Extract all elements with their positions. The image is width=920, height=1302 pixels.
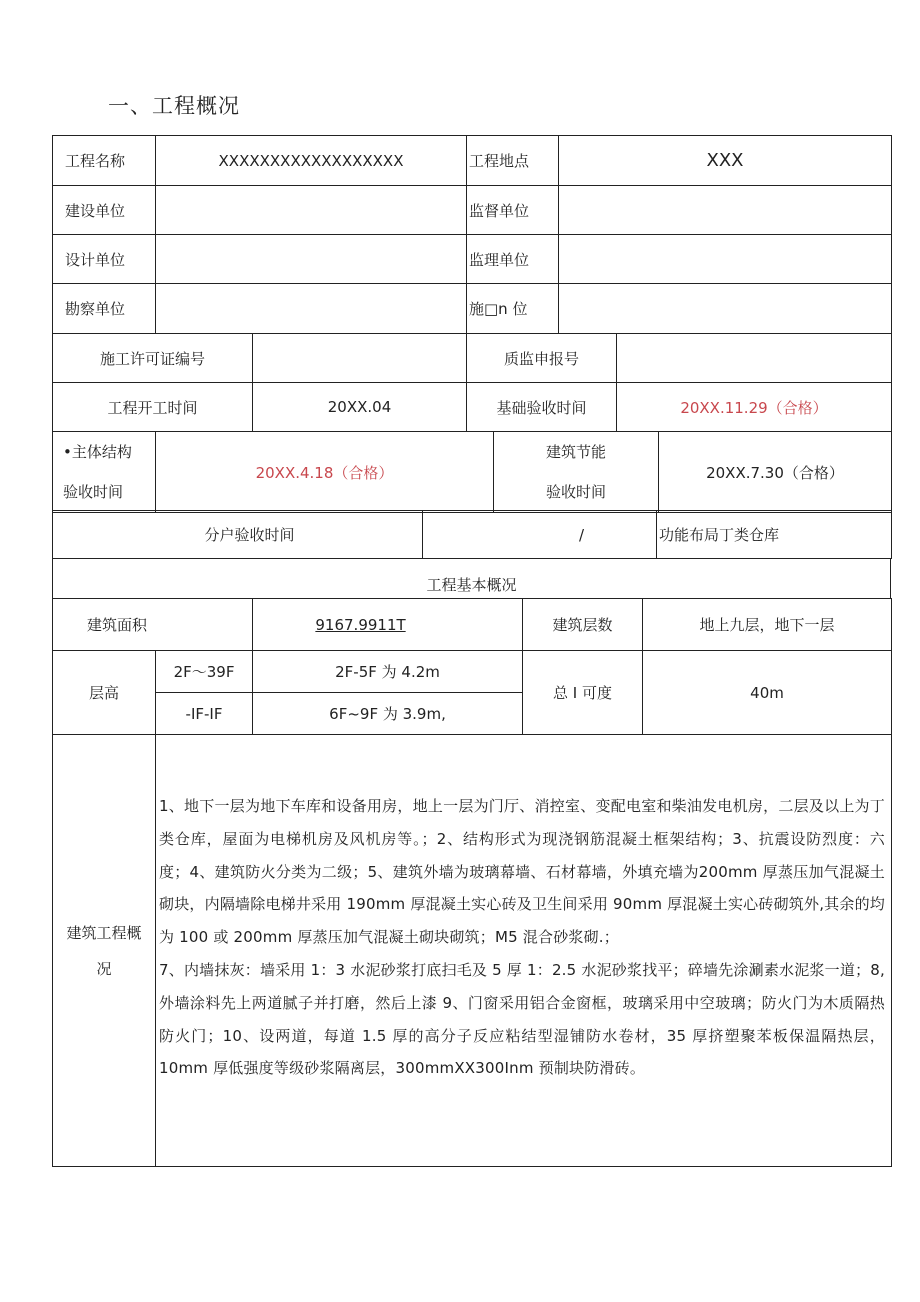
total-height-value: 40m: [643, 651, 892, 735]
floor-height-label: 层高: [53, 651, 156, 735]
project-name-label: 工程名称: [53, 136, 156, 186]
floor-range-1-value: 2F-5F 为 4.2m: [253, 651, 523, 693]
household-table: [52, 510, 892, 559]
start-time-label: 工程开工时间: [53, 383, 253, 432]
main-structure-value: 20XX.4.18（合格）: [156, 432, 494, 513]
foundation-time-label: 基础验收时间: [467, 383, 617, 432]
construction-unit-value: [156, 186, 467, 235]
energy-label-line2: 验收时间: [545, 483, 606, 501]
permit-number-label: 施工许可证编号: [53, 334, 253, 383]
builder-unit-label: 施□n 位: [467, 284, 559, 334]
permit-table: [52, 333, 892, 432]
quality-report-value: [617, 334, 892, 383]
basic-title-table: [52, 558, 891, 599]
project-location-value: XXX: [559, 136, 892, 186]
basic-overview-title: 工程基本概况: [53, 559, 891, 599]
function-layout-label: 功能布局丁类仓库: [657, 511, 892, 559]
building-area-number: 9167.9911T: [315, 615, 406, 634]
overview-table: [52, 734, 892, 1167]
energy-value: 20XX.7.30（合格）: [659, 432, 892, 513]
foundation-time-value: 20XX.11.29（合格）: [617, 383, 892, 432]
overview-label-line1: 建筑工程概: [66, 923, 142, 942]
building-area-value: [253, 599, 523, 651]
total-height-label: 总 I 可度: [523, 651, 643, 735]
main-structure-label: [53, 432, 156, 513]
basic-table: [52, 598, 892, 735]
acceptance-table: [52, 431, 892, 513]
survey-unit-label: 勘察单位: [53, 284, 156, 334]
building-floors-value: 地上九层，地下一层: [643, 599, 892, 651]
household-time-value: /: [423, 511, 657, 559]
builder-unit-value: [559, 284, 892, 334]
energy-label-line1: 建筑节能: [545, 443, 606, 461]
design-unit-value: [156, 235, 467, 284]
start-time-value: 20XX.04: [253, 383, 467, 432]
energy-label: [494, 432, 659, 513]
building-area-label: 建筑面积: [53, 599, 253, 651]
overview-paragraph-2: 7、内墙抹灰：墙采用 1：3 水泥砂浆打底扫毛及 5 厚 1：2.5 水泥砂浆找平；碎墙先涂涮素水泥浆一道；8,外墙涂料先上两道腻子并打磨，然后上漆 9、门窗采用铝合金窗框，玻璃采用中空玻璃；防火门为木质隔热防火门；10、设两道，每道 1.5 厚的高分子反应粘结型湿铺防水卷材，35 厚挤塑聚苯板保温隔热层，10mm 厚低强度等级砂浆隔离层，300mmXX300Inm 预制块防滑砖。: [159, 960, 885, 1078]
main-structure-label-line1: •主体结构: [63, 443, 132, 461]
supervision-unit-label: 监督单位: [467, 186, 559, 235]
building-floors-label: 建筑层数: [523, 599, 643, 651]
permit-number-value: [253, 334, 467, 383]
main-structure-label-line2: 验收时间: [63, 483, 124, 501]
project-location-label: 工程地点: [467, 136, 559, 186]
overview-paragraph-1: 1、地下一层为地下车库和设备用房，地上一层为门厅、消控室、变配电室和柴油发电机房，二层及以上为丁类仓库，屋面为电梯机房及风机房等。；2、结构形式为现浇钢筋混凝土框架结构；3、抗震设防烈度：六度；4、建筑防火分类为二级；5、建筑外墙为玻璃幕墙、石材幕墙，外填充墙为200mm 厚蒸压加气混凝土砌块，内隔墙除电梯井采用 190mm 厚混凝土实心砖及卫生间采用 90mm 厚混凝土实心砖砌筑外,其余的均为 100 或 200mm 厚蒸压加气混凝土砌块砌筑；M5 混合砂浆砌.；: [159, 797, 885, 947]
section-heading: 一、工程概况: [108, 94, 240, 118]
floor-range-2: -IF-IF: [156, 693, 253, 735]
overview-label: [53, 735, 156, 1167]
household-time-label: 分户验收时间: [53, 511, 423, 559]
supervisory-unit-label: 监理单位: [467, 235, 559, 284]
quality-report-label: 质监申报号: [467, 334, 617, 383]
supervisory-unit-value: [559, 235, 892, 284]
overview-label-line2: 况: [96, 959, 112, 978]
info-table: [52, 135, 892, 334]
construction-unit-label: 建设单位: [53, 186, 156, 235]
floor-range-2-value: 6F~9F 为 3.9m,: [253, 693, 523, 735]
overview-description: [156, 735, 892, 1167]
floor-range-1: 2F～39F: [156, 651, 253, 693]
design-unit-label: 设计单位: [53, 235, 156, 284]
project-name-value: XXXXXXXXXXXXXXXXXX: [156, 136, 467, 186]
survey-unit-value: [156, 284, 467, 334]
supervision-unit-value: [559, 186, 892, 235]
